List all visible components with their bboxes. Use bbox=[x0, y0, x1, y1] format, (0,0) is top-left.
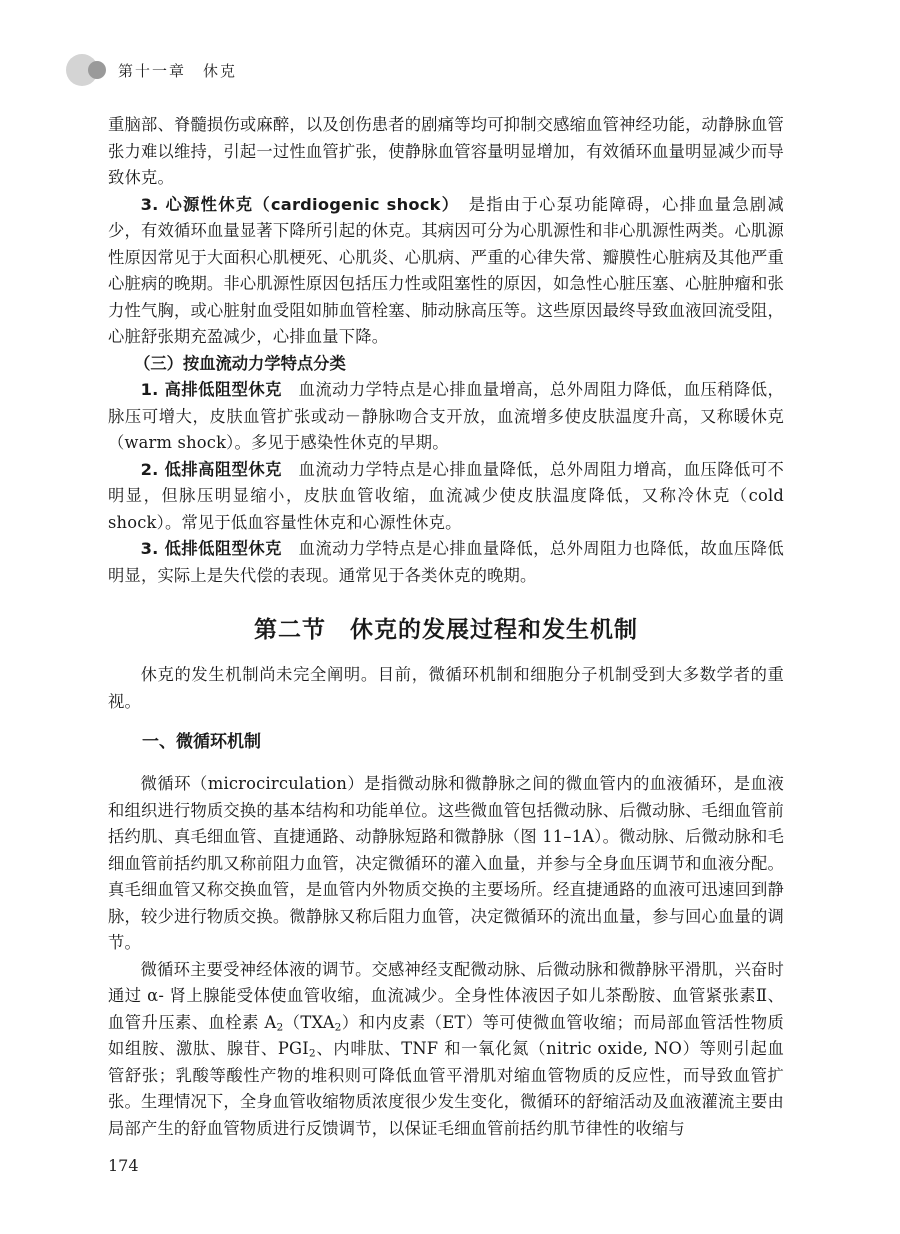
chapter-title: 第十一章 休克 bbox=[118, 61, 238, 80]
high-output-low-resistance-paragraph bbox=[108, 377, 784, 457]
low-output-low-resistance-text: 血流动力学特点是心排血量降低，总外周阻力也降低，故血压降低明显，实际上是失代偿的表现。通常见于各类休克的晚期。 bbox=[108, 539, 784, 585]
cardiogenic-shock-paragraph bbox=[108, 192, 784, 351]
micro-p2-part-b: （TXA bbox=[283, 1012, 335, 1032]
chapter-circle-icon bbox=[66, 54, 106, 86]
low-output-high-resistance-paragraph bbox=[108, 457, 784, 537]
low-output-low-resistance-term: 3. 低排低阻型休克 bbox=[140, 539, 282, 558]
microcirculation-paragraph-1: 微循环（microcirculation）是指微动脉和微静脉之间的微血管内的血液循环，是血液和组织进行物质交换的基本结构和功能单位。这些微血管包括微动脉、后微动脉、毛细血管前括约肌、真毛细血管、直捷通路、动静脉短路和微静脉（图 11–1A）。微动脉、后微动脉和毛细血管前括约肌又称前阻力血管，决定微循环的灌入血量，并参与全身血压调节和血液分配。真毛细血管又称交换血管，是血管内外物质交换的主要场所。经直捷通路的血液可迅速回到静脉，较少进行物质交换。微静脉又称后阻力血管，决定微循环的流出血量，参与回心血量的调节。 bbox=[108, 774, 784, 952]
txa2-abbrev-subscript: 2 bbox=[334, 1021, 342, 1034]
micro-p2-part-d: 、内啡肽、TNF 和一氧化氮（nitric oxide, NO）等则引起血管舒张；乳酸等酸性产物的堆积则可降低血管平滑肌对缩血管物质的反应性，而导致血管扩张。生理情况下，全身血管收缩物质浓度很少发生变化，微循环的舒缩活动及血液灌流主要由局部产生的舒血管物质进行反馈调节，以保证毛细血管前括约肌节律性的收缩与 bbox=[108, 1039, 784, 1138]
cardiogenic-shock-term: 3. 心源性休克（cardiogenic shock） bbox=[140, 194, 452, 214]
pgi2-subscript: 2 bbox=[308, 1047, 316, 1060]
page-body bbox=[108, 112, 784, 1142]
section-title: 第二节 休克的发展过程和发生机制 bbox=[254, 617, 638, 643]
microcirculation-heading: 一、微循环机制 bbox=[142, 732, 261, 752]
running-header bbox=[66, 54, 237, 86]
micro-p2-part-c: ）和内皮素（ET）等可使微血管收缩；而局部血管活性物质如组胺、激肽、腺苷、PGI bbox=[108, 1012, 784, 1058]
txa2-subscript: 2 bbox=[276, 1021, 284, 1034]
page-number: 174 bbox=[108, 1156, 139, 1175]
high-output-low-resistance-text: 血流动力学特点是心排血量增高，总外周阻力降低，血压稍降低，脉压可增大，皮肤血管扩张或动－静脉吻合支开放，血流增多使皮肤温度升高，又称暖休克（warm shock）。多见于感染性休克的早期。 bbox=[108, 380, 784, 452]
section-intro-paragraph: 休克的发生机制尚未完全阐明。目前，微循环机制和细胞分子机制受到大多数学者的重视。 bbox=[108, 665, 784, 711]
intro-continuation-paragraph: 重脑部、脊髓损伤或麻醉，以及创伤患者的剧痛等均可抑制交感缩血管神经功能，动静脉血管张力难以维持，引起一过性血管扩张，使静脉血管容量明显增加，有效循环血量明显减少而导致休克。 bbox=[108, 115, 784, 187]
low-output-low-resistance-paragraph bbox=[108, 536, 784, 589]
hemodynamic-classification-heading: （三）按血流动力学特点分类 bbox=[134, 353, 346, 373]
high-output-low-resistance-term: 1. 高排低阻型休克 bbox=[140, 380, 282, 399]
low-output-high-resistance-text: 血流动力学特点是心排血量降低，总外周阻力增高，血压降低可不明显，但脉压明显缩小，皮肤血管收缩，血流减少使皮肤温度降低，又称冷休克（cold shock）。常见于低血容量性休克和心源性休克。 bbox=[108, 459, 784, 532]
microcirculation-paragraph-2 bbox=[108, 957, 784, 1143]
micro-p2-part-a: 微循环主要受神经体液的调节。交感神经支配微动脉、后微动脉和微静脉平滑肌，兴奋时通过 α- 肾上腺能受体使血管收缩，血流减少。全身性体液因子如儿茶酚胺、血管紧张素Ⅱ、血管升压素、血栓素 A bbox=[108, 959, 784, 1032]
low-output-high-resistance-term: 2. 低排高阻型休克 bbox=[140, 459, 282, 479]
cardiogenic-shock-text: 是指由于心泵功能障碍，心排血量急剧减少，有效循环血量显著下降所引起的休克。其病因可分为心肌源性和非心肌源性两类。心肌源性原因常见于大面积心肌梗死、心肌炎、心肌病、严重的心律失常、瓣膜性心脏病及其他严重心脏病的晚期。非心肌源性原因包括压力性或阻塞性的原因，如急性心脏压塞、心脏肿瘤和张力性气胸，或心脏射血受阻如肺血管栓塞、肺动脉高压等。这些原因最终导致血液回流受阻，心脏舒张期充盈减少，心排血量下降。 bbox=[108, 194, 784, 346]
